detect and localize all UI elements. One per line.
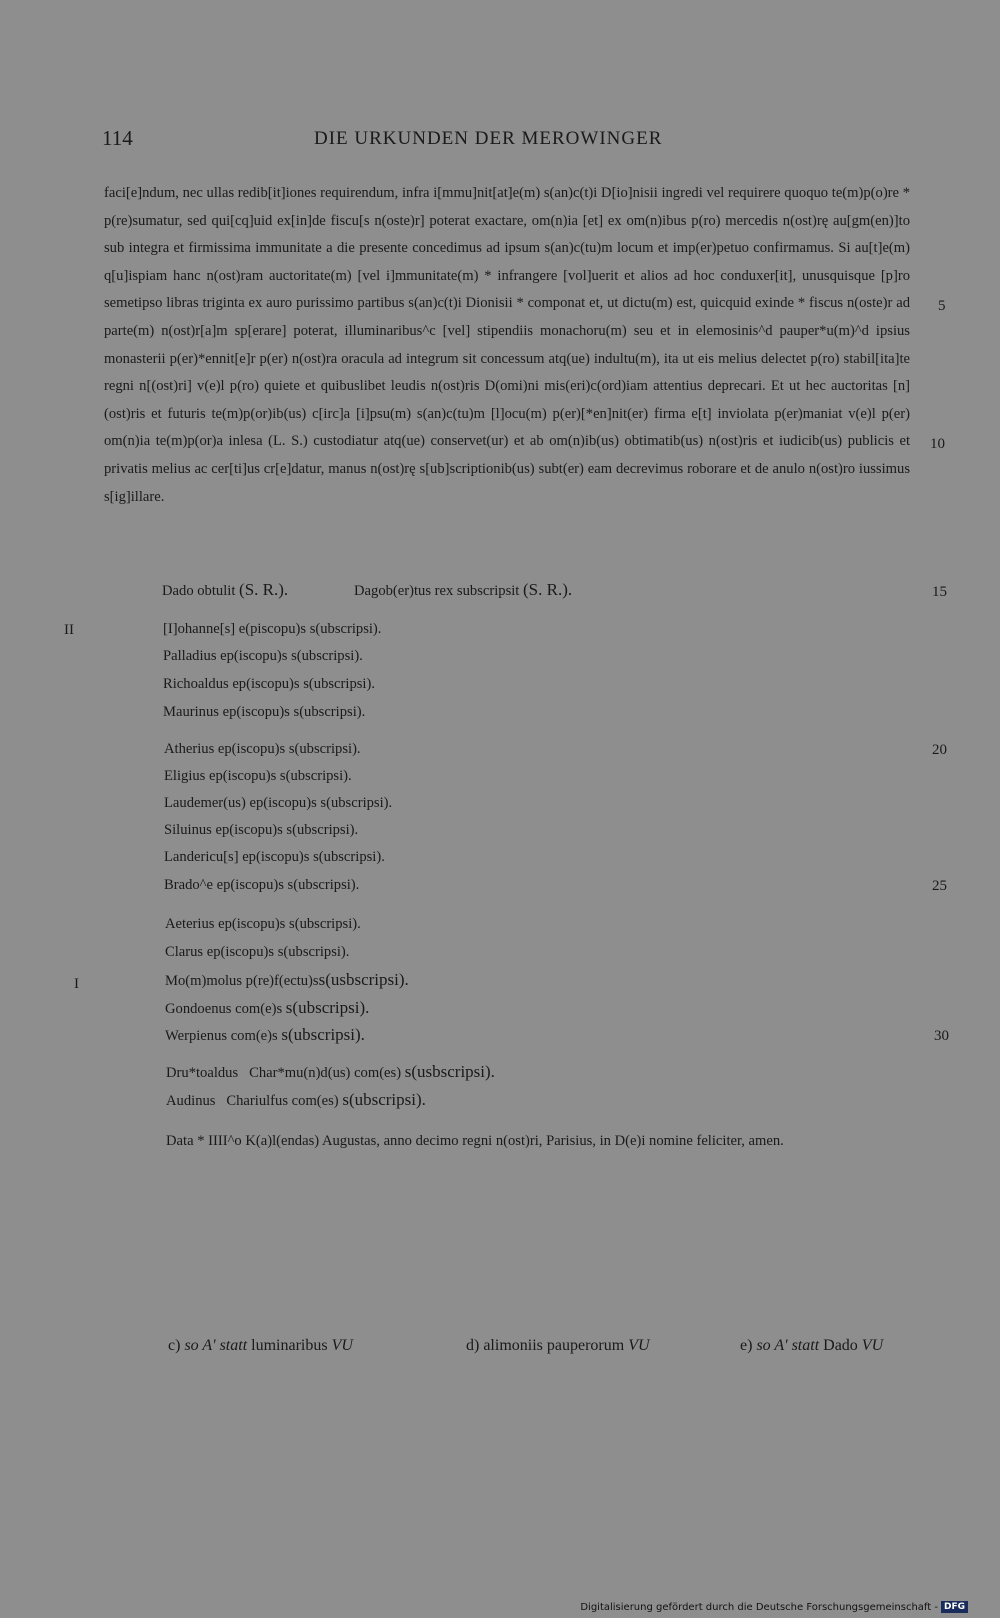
footnote-c: c) so A' statt luminaribus VU xyxy=(168,1337,353,1354)
charter-body xyxy=(104,180,910,511)
footer-credit xyxy=(580,1601,968,1613)
line-number-10: 10 xyxy=(930,436,945,452)
signatory-line: Siluinus ep(iscopu)s s(ubscripsi). xyxy=(164,822,359,838)
recognition-left-text: Dado obtulit xyxy=(162,583,236,599)
margin-mark-I: I xyxy=(74,976,79,992)
signatory-line: Werpienus com(e)s s(ubscripsi). xyxy=(165,1025,365,1044)
line-number-30: 30 xyxy=(934,1028,949,1044)
line-number-25: 25 xyxy=(932,878,947,894)
dfg-logo: DFG xyxy=(941,1601,968,1613)
margin-mark-II: II xyxy=(64,622,74,638)
charter-body-text: faci[e]ndum, nec ullas redib[it]iones requirendum, infra i[mmu]nit[at]e(m) s(an)c(t)i D[io]nisii ingredi vel requirere quoquo te(m)p(o)re * p(re)sumatur, sed qui[cq]uid ex[in]de fiscu[s n(oste)r] poterat exactare, om(n)ia [et] ex om(n)ibus p(ro) mercedis n(ost)rę au[gm(en)]to sub integra et firmissima immunitate a die presente concedimus ad ipsum s(an)c(tu)m locum et imp(er)petuo confirmamus. Si au[t]e(m) q[u]ispiam hanc n(ost)ram auctoritate(m) [vel i]mmunitate(m) * infrangere [vol]uerit et alios ad hoc conduxer[it], unusquisque [p]ro semetipso libras triginta ex auro purissimo partibus s(an)c(t)i Dionisii * componat et, ut dictu(m) est, quicquid exinde * fiscus n(oste)r ad parte(m) n(ost)r[a]m sp[erare] poterat, illuminaribus^c [vel] stipendiis monachoru(m) seu et in elemosinis^d pauper*u(m)^d ipsius monasterii p(er)*ennit[e]r p(er) n(ost)ra oracula ad integrum sit concessum atq(ue) indultu(m), ita ut eis melius delectet p(ro) stabil[ita]te regni n[(ost)ri] v(e)l p(ro) quiete et quibuslibet leudis n(ost)ris D(omi)ni mis(eri)c(ord)iam attentius deprecari. Et ut hec auctoritas [n](ost)ris et futuris te(m)p(or)ib(us) c[irc]a [i]psu(m) s(an)c(tu)m [l]ocu(m) p(er)[*en]nit(er) firma e[t] inviolata p(er)maniat v(e)l p(er) om(n)ia te(m)p(or)a inlesa (L. S.) custodiatur atq(ue) conservet(ur) et ab om(n)ib(us) obtimatib(us) n(ost)ris et iudicib(us) publicis et privatis melius ac cer[ti]us cr[e]datur, manus n(ost)rę s[ub]scriptionib(us) subt(er) eam decrevimus roborare et de anulo n(ost)ro iussimus s[ig]illare. xyxy=(104,185,910,505)
recognition-right-seal: (S. R.). xyxy=(523,580,573,599)
recognition-right xyxy=(354,580,572,600)
recognition-left-seal: (S. R.). xyxy=(239,580,289,599)
signatory-line: Richoaldus ep(iscopu)s s(ubscripsi). xyxy=(163,676,375,692)
dating-clause: Data * IIII^o K(a)l(endas) Augustas, anno decimo regni n(ost)ri, Parisius, in D(e)i nomine feliciter, amen. xyxy=(166,1133,784,1149)
running-head: DIE URKUNDEN DER MEROWINGER xyxy=(314,128,663,149)
footnote-d: d) alimoniis pauperorum VU xyxy=(466,1337,650,1354)
signatory-line: Palladius ep(iscopu)s s(ubscripsi). xyxy=(163,648,363,664)
signatory-line: Brado^e ep(iscopu)s s(ubscripsi). xyxy=(164,877,360,893)
signatory-line: Audinus Chariulfus com(es) s(ubscripsi). xyxy=(166,1090,426,1109)
signatory-line: Aeterius ep(iscopu)s s(ubscripsi). xyxy=(165,916,361,932)
signatory-line: Mo(m)molus p(re)f(ectu)ss(usbscripsi). xyxy=(165,970,409,989)
signatory-line: [I]ohanne[s] e(piscopu)s s(ubscripsi). xyxy=(163,621,382,637)
signatory-line: Eligius ep(iscopu)s s(ubscripsi). xyxy=(164,768,352,784)
signatory-line: Maurinus ep(iscopu)s s(ubscripsi). xyxy=(163,704,366,720)
signatory-line: Dru*toaldus Char*mu(n)d(us) com(es) s(usbscripsi). xyxy=(166,1062,495,1081)
signatory-line: Landericu[s] ep(iscopu)s s(ubscripsi). xyxy=(164,849,385,865)
footnote-e: e) so A' statt Dado VU xyxy=(740,1337,884,1354)
signatory-line: Atherius ep(iscopu)s s(ubscripsi). xyxy=(164,741,361,757)
line-number-5: 5 xyxy=(938,298,946,314)
page-number: 114 xyxy=(102,126,133,150)
line-number-20: 20 xyxy=(932,742,947,758)
footer-credit-text: Digitalisierung gefördert durch die Deutsche Forschungsgemeinschaft - xyxy=(580,1602,938,1613)
recognition-right-text: Dagob(er)tus rex subscripsit xyxy=(354,583,520,599)
signatory-line: Laudemer(us) ep(iscopu)s s(ubscripsi). xyxy=(164,795,393,811)
signatory-line: Gondoenus com(e)s s(ubscripsi). xyxy=(165,998,370,1017)
signatory-line: Clarus ep(iscopu)s s(ubscripsi). xyxy=(165,944,350,960)
line-number-15: 15 xyxy=(932,584,947,600)
recognition-left xyxy=(162,580,288,600)
